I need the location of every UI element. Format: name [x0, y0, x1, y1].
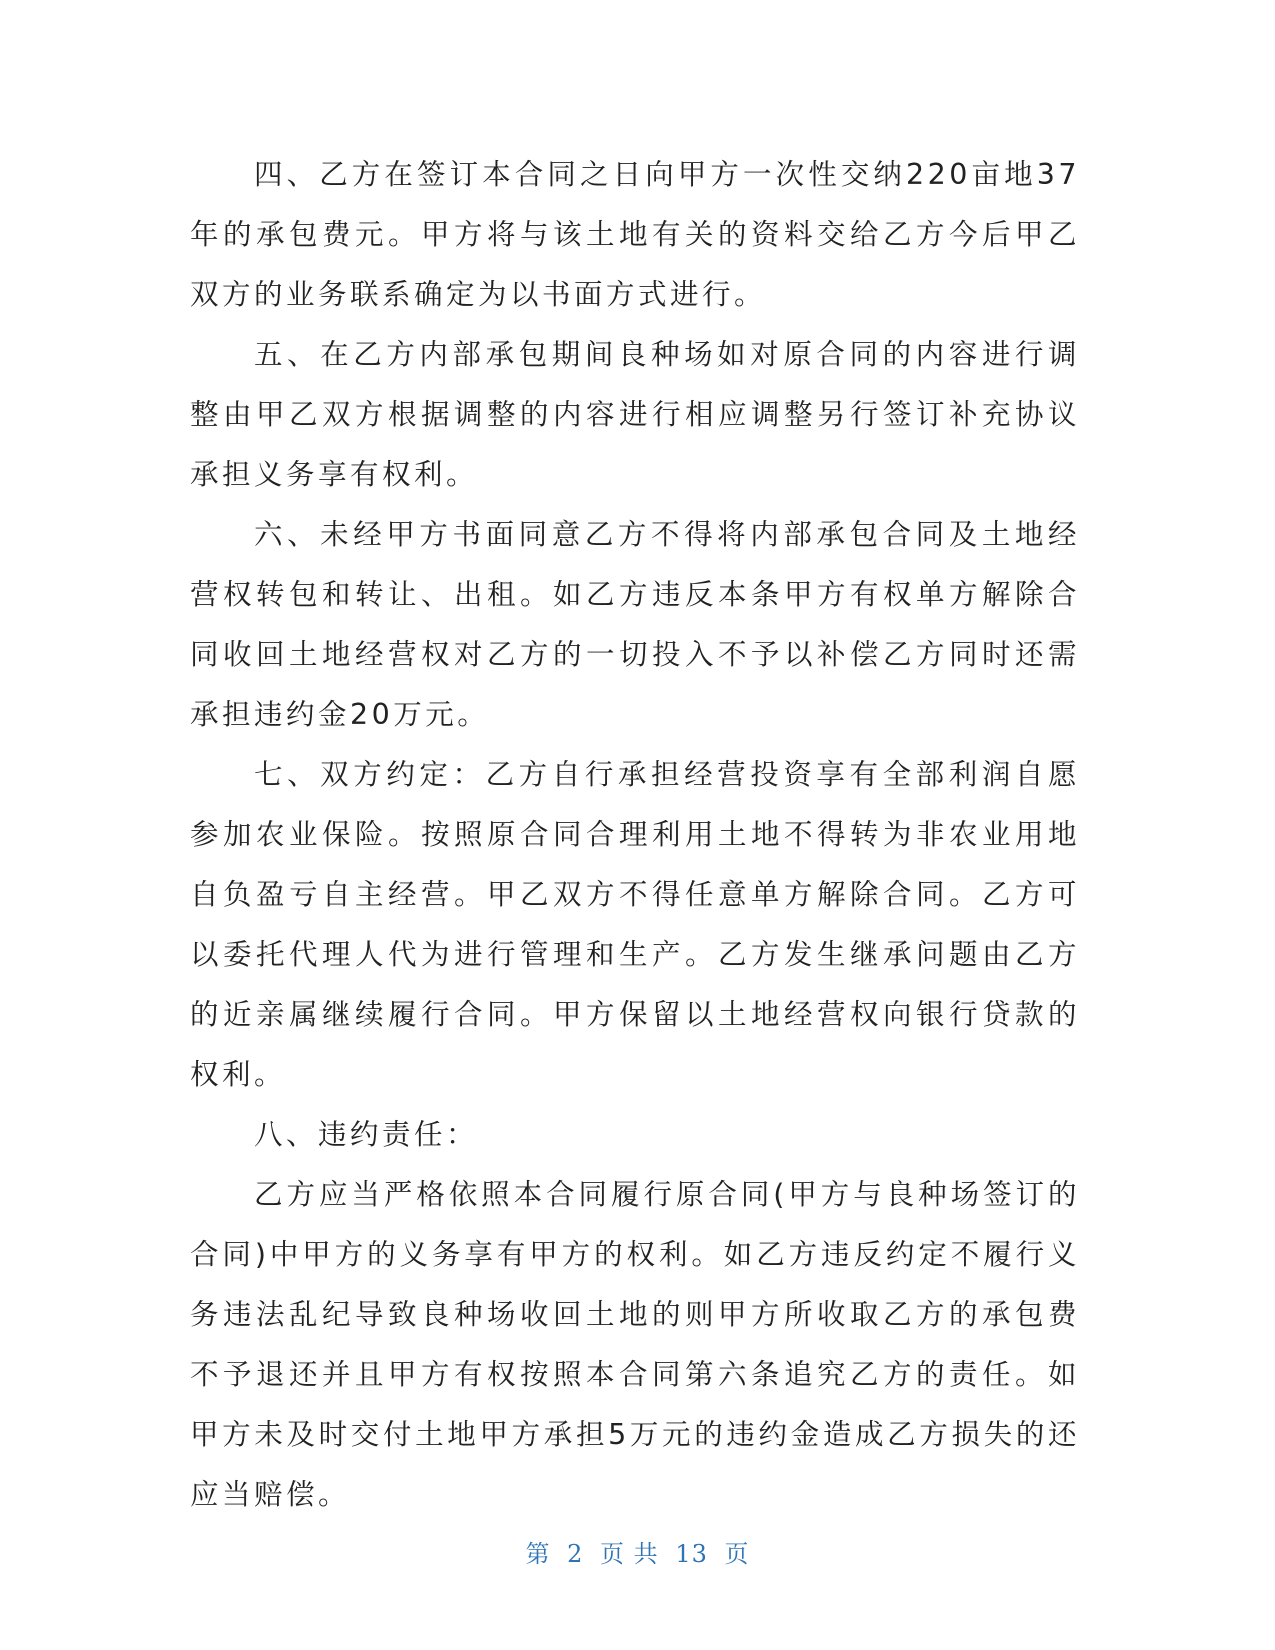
- footer-middle: 页 共: [600, 1540, 659, 1568]
- paragraph-clause-6: 六、未经甲方书面同意乙方不得将内部承包合同及土地经营权转包和转让、出租。如乙方违反本条甲方有权单方解除合同收回土地经营权对乙方的一切投入不予以补偿乙方同时还需承担违约金20万元。: [190, 518, 1080, 731]
- total-page-count: 13: [675, 1540, 708, 1568]
- paragraph-clause-4: 四、乙方在签订本合同之日向甲方一次性交纳220亩地37年的承包费元。甲方将与该土地有关的资料交给乙方今后甲乙双方的业务联系确定为以书面方式进行。: [190, 158, 1080, 311]
- document-body: [190, 145, 1080, 1525]
- paragraph-clause-5: 五、在乙方内部承包期间良种场如对原合同的内容进行调整由甲乙双方根据调整的内容进行相应调整另行签订补充协议承担义务享有权利。: [190, 338, 1080, 491]
- paragraph-breach-liability: 乙方应当严格依照本合同履行原合同(甲方与良种场签订的合同)中甲方的义务享有甲方的权利。如乙方违反约定不履行义务违法乱纪导致良种场收回土地的则甲方所收取乙方的承包费不予退还并且甲方有权按照本合同第六条追究乙方的责任。如甲方未及时交付土地甲方承担5万元的违约金造成乙方损失的还应当赔偿。: [190, 1178, 1080, 1511]
- footer-prefix: 第: [525, 1540, 551, 1568]
- page-number-footer: [0, 1534, 1275, 1569]
- paragraph-clause-8-heading: 八、违约责任：: [254, 1118, 479, 1151]
- footer-suffix: 页: [724, 1540, 750, 1568]
- current-page-number: 2: [567, 1540, 584, 1568]
- paragraph-clause-7: 七、双方约定：乙方自行承担经营投资享有全部利润自愿参加农业保险。按照原合同合理利用土地不得转为非农业用地自负盈亏自主经营。甲乙双方不得任意单方解除合同。乙方可以委托代理人代为进行管理和生产。乙方发生继承问题由乙方的近亲属继续履行合同。甲方保留以土地经营权向银行贷款的权利。: [190, 758, 1080, 1091]
